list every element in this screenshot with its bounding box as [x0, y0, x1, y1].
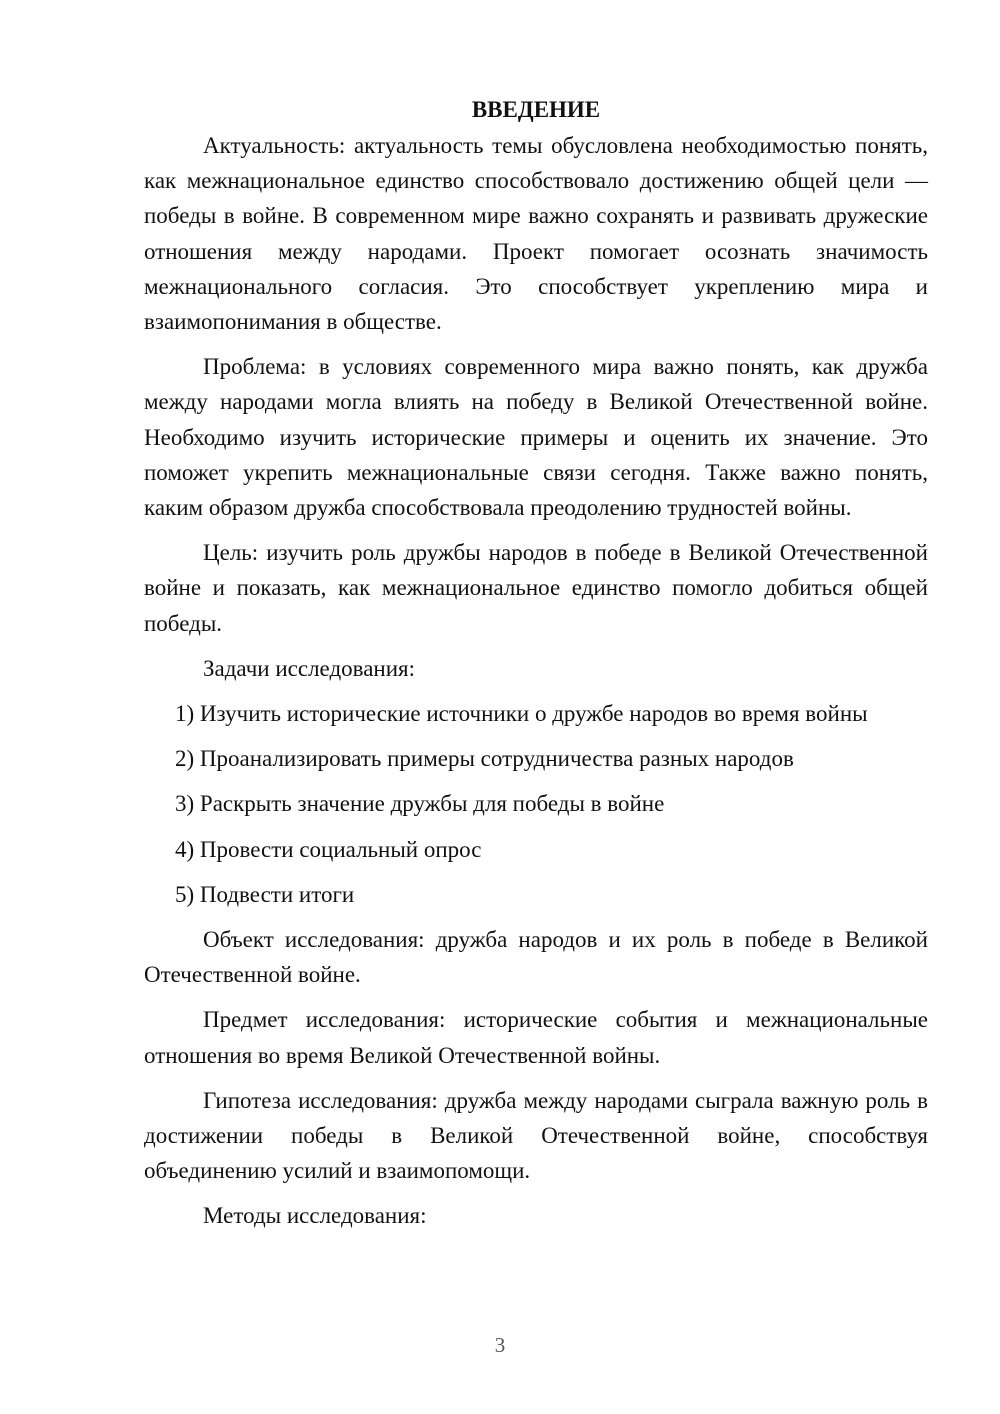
list-item: 1) Изучить исторические источники о дружбе народов во время войны	[175, 701, 868, 727]
subject-paragraph: Предмет исследования: исторические события и межнациональные отношения во время Великой Отечественной войны.	[144, 1007, 928, 1068]
methods-heading: Методы исследования:	[203, 1203, 427, 1229]
list-item: 5) Подвести итоги	[175, 881, 355, 907]
object-paragraph: Объект исследования: дружба народов и их роль в победе в Великой Отечественной войне.	[144, 927, 928, 988]
section-title: ВВЕДЕНИЕ	[471, 97, 601, 122]
hypothesis-paragraph: Гипотеза исследования: дружба между народами сыграла важную роль в достижении победы в Великой Отечественной войне, способствуя объединению усилий и взаимопомощи.	[144, 1087, 928, 1184]
problem-paragraph: Проблема: в условиях современного мира важно понять, как дружба между народами могла влиять на победу в Великой Отечественной войне. Необходимо изучить исторические примеры и оценить их значение. Это поможет укрепить межнациональные связи сегодня. Также важно понять, каким образом дружба способствовала преодолению трудностей войны.	[144, 354, 928, 521]
list-item: 4) Провести социальный опрос	[175, 836, 482, 862]
tasks-heading: Задачи исследования:	[203, 655, 416, 681]
tasks-list	[144, 696, 928, 912]
list-item: 3) Раскрыть значение дружбы для победы в войне	[175, 791, 665, 817]
list-item: 2) Проанализировать примеры сотрудничества разных народов	[175, 746, 794, 772]
page-number: 3	[494, 1333, 506, 1357]
relevance-paragraph: Актуальность: актуальность темы обусловлена необходимостью понять, как межнациональное единство способствовало достижению общей цели — победы в войне. В современном мире важно сохранять и развивать дружеские отношения между народами. Проект помогает осознать значимость межнационального согласия. Это способствует укреплению мира и взаимопонимания в обществе.	[144, 133, 928, 335]
goal-paragraph: Цель: изучить роль дружбы народов в победе в Великой Отечественной войне и показать, как межнациональное единство помогло добиться общей победы.	[144, 540, 928, 636]
page-content	[144, 92, 928, 1244]
